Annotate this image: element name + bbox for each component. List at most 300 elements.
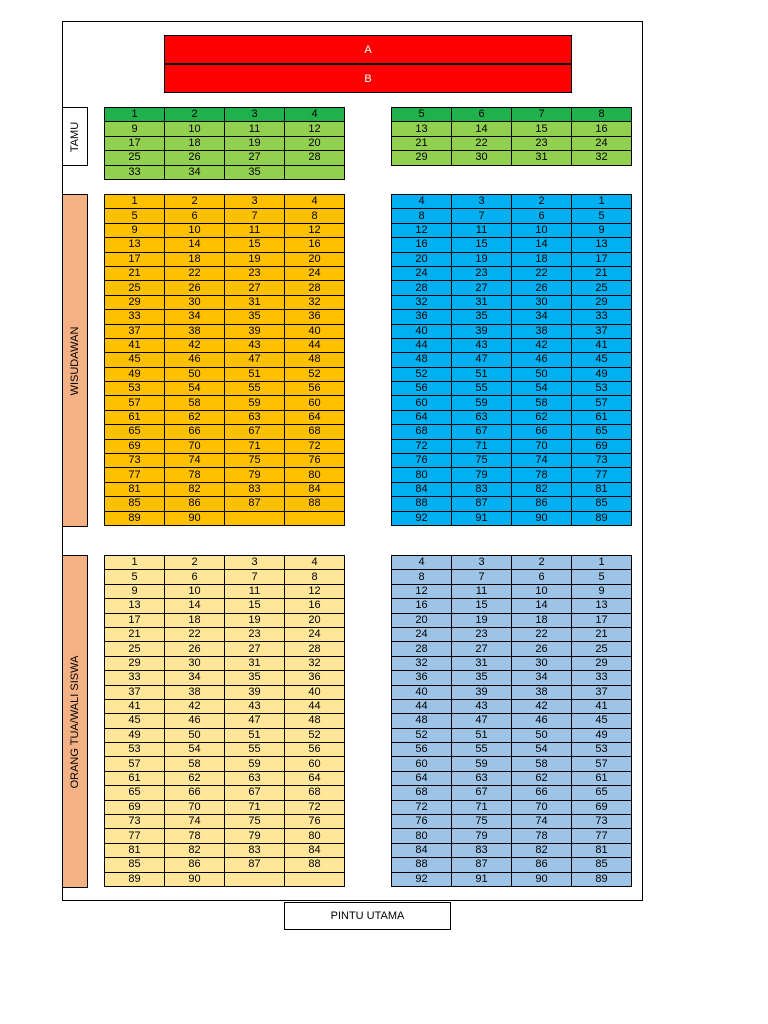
- seat-row: [392, 671, 632, 685]
- seat-cell: 44: [392, 699, 452, 713]
- seat-row: [105, 382, 345, 396]
- seat-cell: 30: [512, 656, 572, 670]
- seat-row: [105, 699, 345, 713]
- seat-cell: 34: [165, 310, 225, 324]
- seat-cell: 38: [165, 324, 225, 338]
- seat-cell: 47: [452, 353, 512, 367]
- seat-row: [392, 843, 632, 857]
- seat-cell: 16: [392, 238, 452, 252]
- seat-row: [105, 195, 345, 209]
- seat-cell: 12: [285, 223, 345, 237]
- section-label-orangtua-text: ORANG TUA/WALI SISWA: [69, 655, 81, 788]
- seat-cell: 27: [452, 642, 512, 656]
- seat-cell: 87: [452, 858, 512, 872]
- seat-cell: 82: [512, 843, 572, 857]
- seat-cell: 45: [572, 714, 632, 728]
- seat-cell: 17: [105, 613, 165, 627]
- seat-cell: 46: [512, 714, 572, 728]
- seat-cell: 91: [452, 511, 512, 525]
- seat-cell: 19: [452, 252, 512, 266]
- seat-cell: 59: [225, 757, 285, 771]
- seat-row: [105, 310, 345, 324]
- seat-cell: 42: [512, 699, 572, 713]
- seat-cell: 13: [105, 599, 165, 613]
- seat-cell: 27: [225, 281, 285, 295]
- seat-cell: 16: [572, 122, 632, 136]
- seat-cell: 61: [105, 410, 165, 424]
- seat-cell: 80: [285, 829, 345, 843]
- seat-row: [392, 642, 632, 656]
- seat-cell: 42: [512, 338, 572, 352]
- seat-cell: 29: [572, 656, 632, 670]
- seat-cell: 2: [512, 556, 572, 570]
- seat-cell: 18: [512, 613, 572, 627]
- seat-cell: 6: [165, 209, 225, 223]
- seat-row: [105, 410, 345, 424]
- seat-cell: 78: [165, 829, 225, 843]
- seat-cell: 50: [512, 728, 572, 742]
- seat-cell: 46: [165, 353, 225, 367]
- seat-cell: 61: [572, 771, 632, 785]
- seat-cell: 1: [572, 195, 632, 209]
- seat-cell: 62: [165, 410, 225, 424]
- seat-cell: 19: [225, 252, 285, 266]
- seat-row: [392, 439, 632, 453]
- seat-row: [392, 295, 632, 309]
- seat-row: [392, 584, 632, 598]
- seat-cell: 77: [572, 829, 632, 843]
- seat-cell: 43: [452, 699, 512, 713]
- seat-cell: 30: [165, 656, 225, 670]
- seat-cell: 69: [572, 439, 632, 453]
- seat-cell: 27: [452, 281, 512, 295]
- seat-cell: 7: [225, 209, 285, 223]
- seat-cell: 48: [392, 714, 452, 728]
- stage-row-b-label: B: [364, 72, 372, 85]
- seat-cell: 8: [285, 570, 345, 584]
- seat-cell: 31: [225, 295, 285, 309]
- seat-cell: 23: [452, 627, 512, 641]
- seat-cell: 26: [165, 642, 225, 656]
- seat-cell: 90: [512, 872, 572, 886]
- seat-cell: 71: [452, 800, 512, 814]
- seat-cell: 31: [452, 295, 512, 309]
- seat-cell: 84: [392, 843, 452, 857]
- seat-cell: 86: [165, 497, 225, 511]
- seat-cell: 82: [512, 482, 572, 496]
- seat-cell: 61: [572, 410, 632, 424]
- seat-row: [392, 872, 632, 886]
- seat-cell: 41: [105, 699, 165, 713]
- seat-cell: 19: [225, 613, 285, 627]
- seat-cell: 21: [105, 627, 165, 641]
- seat-cell: 34: [512, 310, 572, 324]
- seat-cell: 15: [225, 599, 285, 613]
- seat-cell: 17: [572, 252, 632, 266]
- seat-cell: 33: [572, 671, 632, 685]
- seat-cell: 41: [572, 699, 632, 713]
- seat-row: [105, 829, 345, 843]
- seat-row: [105, 425, 345, 439]
- seat-cell: 21: [392, 136, 452, 150]
- seat-cell: 38: [512, 324, 572, 338]
- seat-cell: 39: [452, 324, 512, 338]
- seat-cell: 58: [165, 757, 225, 771]
- seat-row: [392, 252, 632, 266]
- seat-cell: 87: [452, 497, 512, 511]
- seat-cell: 32: [285, 656, 345, 670]
- seat-cell: 71: [225, 800, 285, 814]
- seat-cell: 52: [285, 367, 345, 381]
- seat-cell: 45: [572, 353, 632, 367]
- section-label-tamu: [62, 107, 88, 166]
- seat-cell: 26: [165, 281, 225, 295]
- seat-cell: 68: [392, 786, 452, 800]
- seat-row: [392, 627, 632, 641]
- seat-cell: 89: [572, 872, 632, 886]
- seat-cell: 15: [452, 238, 512, 252]
- seat-cell: 50: [512, 367, 572, 381]
- seat-cell: 42: [165, 699, 225, 713]
- seat-cell: 12: [285, 584, 345, 598]
- seat-cell: [285, 511, 345, 525]
- seat-cell: 33: [105, 671, 165, 685]
- seat-cell: 63: [225, 771, 285, 785]
- seat-cell: 89: [572, 511, 632, 525]
- seat-cell: 14: [165, 599, 225, 613]
- seat-cell: 59: [452, 757, 512, 771]
- seat-cell: 39: [225, 324, 285, 338]
- seat-cell: 77: [105, 468, 165, 482]
- seat-row: [105, 671, 345, 685]
- seat-row: [392, 497, 632, 511]
- seat-row: [392, 800, 632, 814]
- seat-cell: 21: [572, 627, 632, 641]
- seat-cell: 25: [572, 281, 632, 295]
- seat-cell: 7: [452, 209, 512, 223]
- seat-cell: 47: [225, 714, 285, 728]
- seat-row: [105, 151, 345, 165]
- seat-cell: 53: [105, 382, 165, 396]
- seat-block-orangtua-right: [391, 555, 632, 887]
- seat-cell: 60: [285, 757, 345, 771]
- seat-cell: 54: [512, 743, 572, 757]
- seat-cell: 64: [392, 771, 452, 785]
- seat-cell: 3: [225, 195, 285, 209]
- seat-cell: 53: [572, 382, 632, 396]
- seat-cell: 37: [572, 324, 632, 338]
- seat-cell: 76: [285, 454, 345, 468]
- seat-cell: 43: [225, 338, 285, 352]
- seat-cell: 2: [165, 195, 225, 209]
- section-label-orangtua: [62, 555, 88, 888]
- seat-cell: 25: [105, 281, 165, 295]
- seat-cell: 67: [452, 425, 512, 439]
- seat-cell: 28: [392, 642, 452, 656]
- seat-cell: 70: [165, 800, 225, 814]
- seat-cell: 14: [512, 238, 572, 252]
- seat-row: [105, 108, 345, 122]
- seat-cell: 52: [392, 728, 452, 742]
- seat-cell: 40: [392, 685, 452, 699]
- seat-cell: 22: [165, 627, 225, 641]
- seat-cell: 81: [105, 482, 165, 496]
- seat-cell: 5: [105, 570, 165, 584]
- seat-cell: 9: [105, 223, 165, 237]
- seat-cell: 82: [165, 843, 225, 857]
- seat-cell: 56: [285, 743, 345, 757]
- seat-cell: 20: [285, 136, 345, 150]
- seat-cell: 10: [165, 584, 225, 598]
- seat-cell: 28: [285, 151, 345, 165]
- seat-cell: 35: [452, 310, 512, 324]
- seat-cell: 77: [572, 468, 632, 482]
- seat-cell: 69: [572, 800, 632, 814]
- seat-cell: 34: [512, 671, 572, 685]
- stage-row-b: [164, 64, 572, 93]
- seat-cell: 65: [572, 425, 632, 439]
- seat-cell: 66: [512, 425, 572, 439]
- seat-cell: 76: [392, 454, 452, 468]
- seat-cell: 7: [452, 570, 512, 584]
- seat-cell: 61: [105, 771, 165, 785]
- seat-cell: 62: [165, 771, 225, 785]
- seat-cell: 6: [512, 209, 572, 223]
- seat-cell: 48: [392, 353, 452, 367]
- seat-cell: 80: [392, 829, 452, 843]
- seat-row: [392, 685, 632, 699]
- seat-row: [105, 556, 345, 570]
- seat-cell: 10: [512, 584, 572, 598]
- seat-cell: 5: [572, 209, 632, 223]
- seat-row: [392, 425, 632, 439]
- seat-cell: 26: [512, 281, 572, 295]
- seat-cell: 22: [512, 266, 572, 280]
- seat-cell: 5: [392, 108, 452, 122]
- seat-cell: 68: [285, 425, 345, 439]
- seat-cell: 49: [105, 728, 165, 742]
- seat-cell: 88: [392, 858, 452, 872]
- seat-cell: 18: [512, 252, 572, 266]
- seat-cell: 9: [572, 584, 632, 598]
- seat-cell: 17: [105, 252, 165, 266]
- seat-cell: 6: [452, 108, 512, 122]
- seat-cell: 56: [285, 382, 345, 396]
- seat-row: [392, 410, 632, 424]
- seat-cell: 28: [285, 642, 345, 656]
- seat-cell: 74: [165, 454, 225, 468]
- seat-cell: 35: [225, 310, 285, 324]
- seat-row: [392, 728, 632, 742]
- seat-cell: 89: [105, 511, 165, 525]
- seat-cell: 36: [285, 310, 345, 324]
- seat-row: [392, 108, 632, 122]
- seat-cell: 42: [165, 338, 225, 352]
- seat-cell: 53: [572, 743, 632, 757]
- seat-row: [105, 136, 345, 150]
- seat-cell: 15: [512, 122, 572, 136]
- seat-row: [392, 396, 632, 410]
- seat-cell: 13: [392, 122, 452, 136]
- seat-cell: 24: [285, 266, 345, 280]
- seat-cell: 11: [225, 122, 285, 136]
- seat-cell: 13: [572, 599, 632, 613]
- seat-cell: 19: [225, 136, 285, 150]
- seat-row: [105, 584, 345, 598]
- seat-cell: 48: [285, 353, 345, 367]
- seat-row: [392, 136, 632, 150]
- seat-cell: 71: [452, 439, 512, 453]
- seat-row: [105, 858, 345, 872]
- seat-row: [392, 266, 632, 280]
- seat-cell: 3: [225, 556, 285, 570]
- seat-cell: 79: [225, 468, 285, 482]
- seat-row: [105, 396, 345, 410]
- seat-cell: 50: [165, 367, 225, 381]
- seat-row: [105, 338, 345, 352]
- seat-cell: 10: [165, 223, 225, 237]
- seat-block-orangtua-left: [104, 555, 345, 887]
- seat-cell: 4: [285, 108, 345, 122]
- seat-cell: 89: [105, 872, 165, 886]
- seat-cell: 12: [392, 223, 452, 237]
- seat-row: [392, 468, 632, 482]
- seat-cell: 1: [572, 556, 632, 570]
- seat-cell: 36: [392, 671, 452, 685]
- seat-cell: 2: [512, 195, 572, 209]
- seat-cell: 6: [165, 570, 225, 584]
- seat-row: [105, 570, 345, 584]
- seat-cell: 21: [105, 266, 165, 280]
- seat-cell: 59: [452, 396, 512, 410]
- section-label-wisudawan-text: WISUDAWAN: [69, 326, 81, 395]
- seat-cell: 12: [392, 584, 452, 598]
- seat-cell: 37: [572, 685, 632, 699]
- seat-row: [392, 310, 632, 324]
- seat-cell: 64: [285, 410, 345, 424]
- seat-cell: 59: [225, 396, 285, 410]
- seat-cell: 11: [452, 584, 512, 598]
- seat-cell: 55: [225, 382, 285, 396]
- seat-row: [105, 468, 345, 482]
- seat-cell: 33: [105, 165, 165, 179]
- seat-cell: 84: [392, 482, 452, 496]
- seat-cell: 71: [225, 439, 285, 453]
- seat-cell: 20: [392, 613, 452, 627]
- seat-cell: 24: [572, 136, 632, 150]
- seat-cell: 9: [572, 223, 632, 237]
- seat-cell: 83: [225, 482, 285, 496]
- seat-cell: 66: [165, 786, 225, 800]
- main-entrance: [284, 902, 451, 930]
- seat-cell: 57: [105, 396, 165, 410]
- seat-cell: 9: [105, 122, 165, 136]
- seat-cell: 82: [165, 482, 225, 496]
- seat-row: [392, 338, 632, 352]
- seat-row: [392, 454, 632, 468]
- seat-row: [105, 238, 345, 252]
- seat-cell: 72: [392, 800, 452, 814]
- seat-row: [392, 511, 632, 525]
- seat-cell: 65: [105, 786, 165, 800]
- seat-cell: 79: [452, 468, 512, 482]
- seat-row: [105, 771, 345, 785]
- seat-cell: 45: [105, 714, 165, 728]
- seat-cell: 74: [165, 815, 225, 829]
- seat-cell: 77: [105, 829, 165, 843]
- seat-cell: 51: [452, 367, 512, 381]
- seat-cell: 25: [105, 642, 165, 656]
- seat-cell: 78: [512, 468, 572, 482]
- seat-cell: 69: [105, 439, 165, 453]
- seat-cell: 92: [392, 511, 452, 525]
- seat-cell: [285, 165, 345, 179]
- seat-cell: 88: [392, 497, 452, 511]
- seat-cell: 65: [105, 425, 165, 439]
- seat-row: [392, 367, 632, 381]
- seat-row: [105, 353, 345, 367]
- seat-cell: 75: [225, 815, 285, 829]
- seat-cell: 23: [452, 266, 512, 280]
- seat-cell: 14: [165, 238, 225, 252]
- seat-cell: 37: [105, 324, 165, 338]
- seat-cell: 84: [285, 843, 345, 857]
- seat-cell: 43: [452, 338, 512, 352]
- seat-cell: 22: [165, 266, 225, 280]
- seat-cell: 63: [225, 410, 285, 424]
- seat-row: [392, 656, 632, 670]
- seat-row: [105, 599, 345, 613]
- seat-cell: 3: [452, 195, 512, 209]
- seat-row: [392, 815, 632, 829]
- seat-cell: 37: [105, 685, 165, 699]
- seat-cell: 79: [225, 829, 285, 843]
- seat-row: [392, 570, 632, 584]
- seat-cell: 90: [165, 511, 225, 525]
- seat-row: [105, 613, 345, 627]
- seat-cell: 70: [512, 439, 572, 453]
- seat-cell: 46: [165, 714, 225, 728]
- seat-cell: 15: [452, 599, 512, 613]
- seat-row: [105, 367, 345, 381]
- seat-row: [105, 295, 345, 309]
- seat-cell: 13: [572, 238, 632, 252]
- seat-row: [392, 281, 632, 295]
- seat-cell: 18: [165, 613, 225, 627]
- seat-row: [392, 353, 632, 367]
- seat-cell: 31: [512, 151, 572, 165]
- seat-cell: 67: [225, 786, 285, 800]
- seat-cell: 56: [392, 382, 452, 396]
- seat-row: [392, 195, 632, 209]
- seat-cell: 46: [512, 353, 572, 367]
- seat-cell: 28: [392, 281, 452, 295]
- seat-cell: 20: [392, 252, 452, 266]
- seat-cell: 73: [572, 815, 632, 829]
- seat-cell: 35: [225, 671, 285, 685]
- seat-cell: 35: [225, 165, 285, 179]
- seat-cell: 85: [105, 497, 165, 511]
- seat-cell: 80: [285, 468, 345, 482]
- seat-cell: 70: [512, 800, 572, 814]
- seat-cell: 21: [572, 266, 632, 280]
- seat-cell: 90: [512, 511, 572, 525]
- seat-cell: 81: [572, 843, 632, 857]
- seat-cell: 25: [105, 151, 165, 165]
- seat-cell: 41: [105, 338, 165, 352]
- seat-cell: 58: [165, 396, 225, 410]
- seat-cell: 17: [572, 613, 632, 627]
